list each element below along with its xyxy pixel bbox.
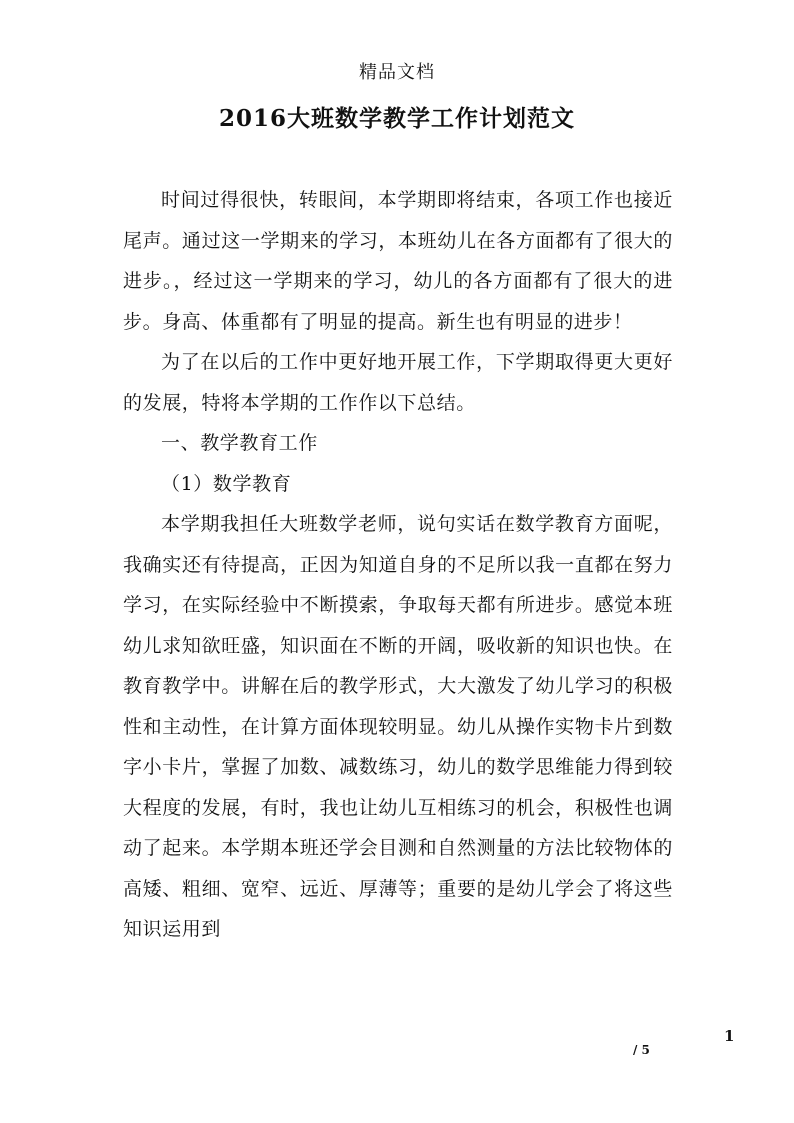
page-total: / 5: [633, 1043, 650, 1057]
page-number: 1: [724, 1027, 735, 1045]
document-body: [123, 180, 673, 950]
paragraph-intro: 时间过得很快，转眼间，本学期即将结束，各项工作也接近尾声。通过这一学期来的学习，本班幼儿在各方面都有了很大的进步。，经过这一学期来的学习，幼儿的各方面都有了很大的进步。身高、体重都有了明显的提高。新生也有明显的进步！: [123, 189, 673, 333]
subsection-heading: （1）数学教育: [161, 472, 292, 495]
section-heading: 一、教学教育工作: [161, 432, 318, 454]
paragraph-math-education: 本学期我担任大班数学老师，说句实话在数学教育方面呢，我确实还有待提高，正因为知道自身的不足所以我一直都在努力学习，在实际经验中不断摸索，争取每天都有所进步。感觉本班幼儿求知欲旺盛，知识面在不断的开阔，吸收新的知识也快。在教育教学中。讲解在后的教学形式，大大激发了幼儿学习的积极性和主动性，在计算方面体现较明显。幼儿从操作实物卡片到数字小卡片，掌握了加数、减数练习，幼儿的数学思维能力得到较大程度的发展，有时，我也让幼儿互相练习的机会，积极性也调动了起来。本学期本班还学会目测和自然测量的方法比较物体的高矮、粗细、宽窄、远近、厚薄等；重要的是幼儿学会了将这些知识运用到: [123, 513, 673, 940]
header-label: 精品文档: [359, 62, 435, 83]
document-title: 2016大班数学教学工作计划范文: [218, 105, 575, 132]
paragraph-purpose: 为了在以后的工作中更好地开展工作，下学期取得更大更好的发展，特将本学期的工作作以下总结。: [123, 351, 673, 414]
